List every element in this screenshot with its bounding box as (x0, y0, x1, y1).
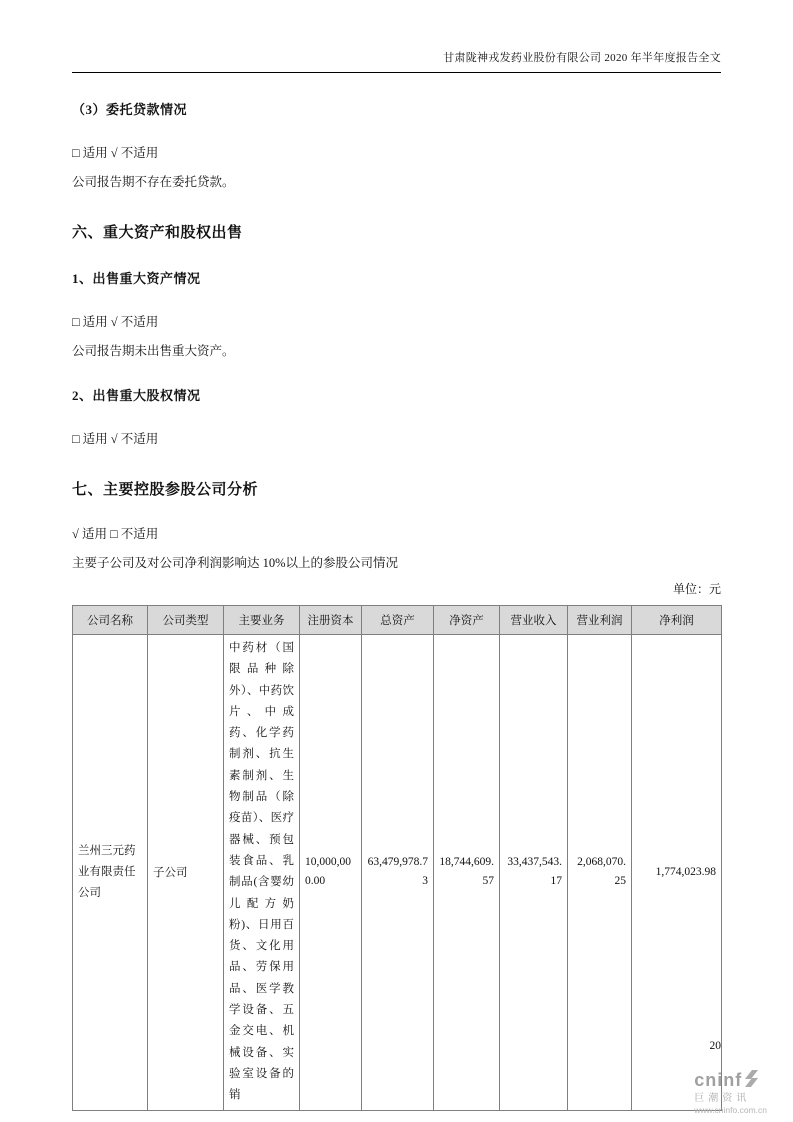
col-header-total-assets: 总资产 (362, 606, 434, 635)
subsidiaries-table (72, 605, 722, 1111)
section-7-note: 主要子公司及对公司净利润影响达 10%以上的参股公司情况 (72, 556, 399, 570)
col-header-company-type: 公司类型 (148, 606, 224, 635)
col-header-main-business: 主要业务 (224, 606, 300, 635)
cninfo-logo-chinese-name: 巨潮资讯 (694, 1092, 751, 1104)
section-7-applicability: √ 适用 □ 不适用 (72, 527, 159, 541)
table-header-row (73, 606, 722, 635)
section-3-heading: （3）委托贷款情况 (72, 102, 188, 117)
cninfo-logo (694, 1070, 767, 1115)
cninfo-logo-top (694, 1070, 767, 1092)
col-header-net-assets: 净资产 (434, 606, 500, 635)
cell-main-business: 中药材（国限品种除外）、中药饮片、中成药、化学药制剂、抗生素制剂、生物制品（除疫苗）、医疗器械、预包装食品、乳制品(含婴幼儿配方奶粉)、日用百货、文化用品、劳保用品、医学教学设备、五金交电、机械设备、实验室设备的销 (224, 635, 300, 1111)
section-3-applicability: □ 适用 √ 不适用 (72, 146, 159, 160)
section-6-heading: 六、重大资产和股权出售 (72, 225, 243, 241)
col-header-operating-revenue: 营业收入 (500, 606, 568, 635)
col-header-operating-profit: 营业利润 (568, 606, 632, 635)
cell-operating-profit: 2,068,070.25 (568, 635, 632, 1111)
section-7-heading: 七、主要控股参股公司分析 (72, 482, 259, 498)
cell-net-assets: 18,744,609.57 (434, 635, 500, 1111)
col-header-company-name: 公司名称 (73, 606, 148, 635)
section-6-2-applicability: □ 适用 √ 不适用 (72, 432, 159, 446)
cell-operating-revenue: 33,437,543.17 (500, 635, 568, 1111)
header-title: 甘肃陇神戎发药业股份有限公司 2020 年半年度报告全文 (443, 52, 721, 64)
section-6-2-heading: 2、出售重大股权情况 (72, 388, 201, 403)
cninfo-logo-glyph-icon (744, 1070, 759, 1092)
section-6-1-note: 公司报告期未出售重大资产。 (72, 344, 235, 358)
section-6-1-heading: 1、出售重大资产情况 (72, 271, 201, 286)
section-6-1-applicability: □ 适用 √ 不适用 (72, 315, 159, 329)
unit-label: 单位：元 (672, 582, 721, 596)
cninfo-logo-url: www.cninfo.com.cn (694, 1104, 767, 1115)
page-number: 20 (709, 1040, 721, 1052)
document-header (72, 0, 721, 73)
cell-company-name: 兰州三元药业有限责任公司 (73, 635, 148, 1111)
cell-total-assets: 63,479,978.73 (362, 635, 434, 1111)
document-body (72, 99, 721, 1111)
col-header-net-profit: 净利润 (632, 606, 722, 635)
cell-company-type: 子公司 (148, 635, 224, 1111)
cninfo-logo-wordmark: cninf (694, 1069, 743, 1090)
table-row (73, 635, 722, 1111)
cell-net-profit: 1,774,023.98 (632, 635, 722, 1111)
cell-registered-capital: 10,000,000.00 (300, 635, 362, 1111)
col-header-registered-capital: 注册资本 (300, 606, 362, 635)
section-3-note: 公司报告期不存在委托贷款。 (72, 175, 235, 189)
